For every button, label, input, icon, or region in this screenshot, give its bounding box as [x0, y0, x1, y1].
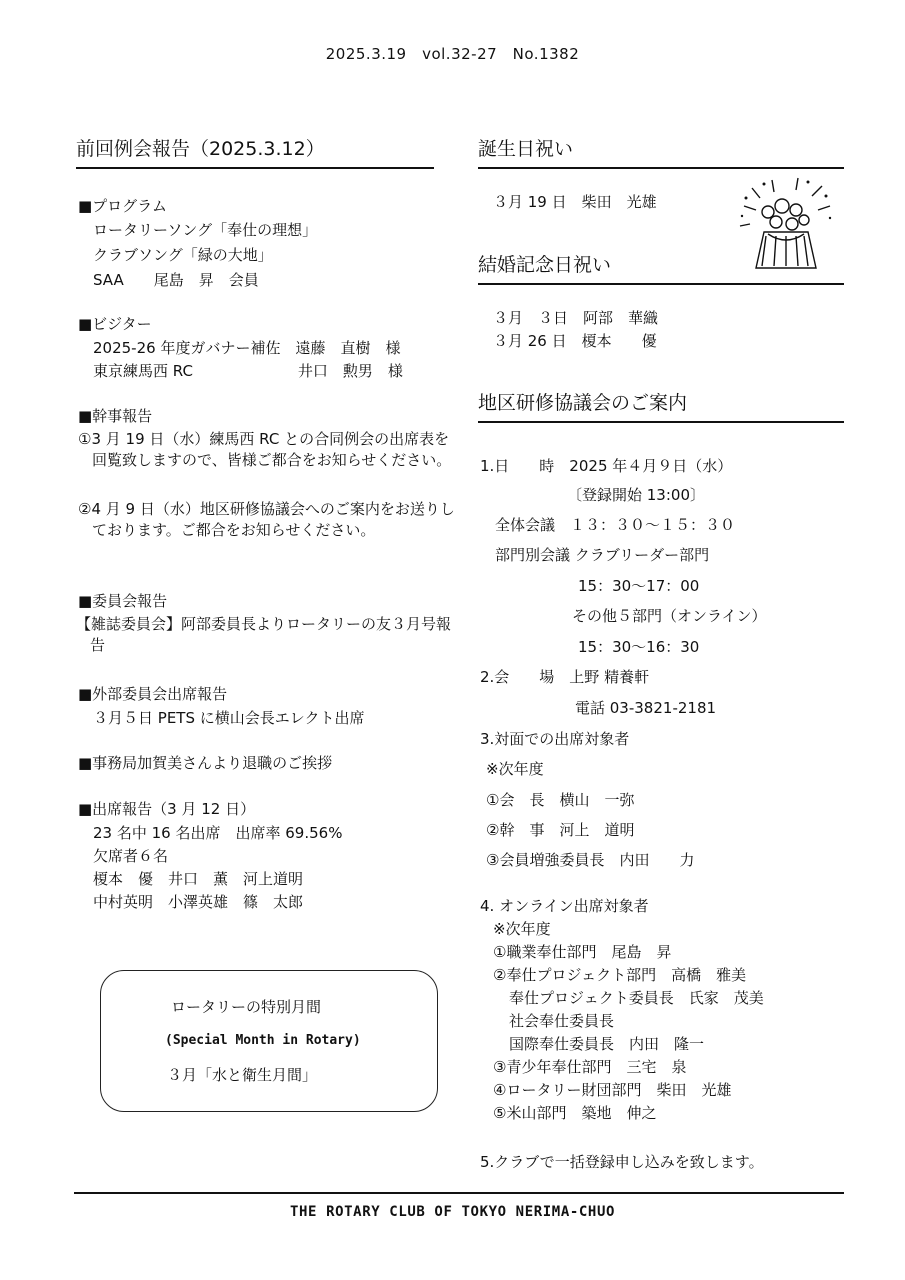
previous-meeting-title: 前回例会報告（2025.3.12） — [76, 134, 434, 169]
seminar-other-sessions: その他５部門（オンライン） — [572, 607, 767, 625]
program-line: ロータリーソング「奉仕の理想」 — [93, 221, 318, 239]
seminar-attendee: ①会 長 横山 一弥 — [486, 791, 635, 809]
secretary-heading: ■幹事報告 — [78, 407, 153, 425]
seminar-online-attendee: ⑤米山部門 築地 伸之 — [493, 1104, 657, 1122]
seminar-venue: 2.会 場 上野 精養軒 — [480, 668, 650, 686]
special-month-theme: ３月「水と衛生月間」 — [167, 1066, 318, 1084]
birthday-line: ３月 19 日 柴田 光雄 — [493, 193, 657, 211]
secretary-item: ②4 月 9 日（水）地区研修協議会へのご案内をお送りしております。ご都合をお知らせください。 — [78, 500, 455, 539]
external-line: ３月５日 PETS に横山会長エレクト出席 — [93, 709, 365, 727]
committee-heading: ■委員会報告 — [78, 592, 168, 610]
program-heading: ■プログラム — [78, 197, 168, 215]
seminar-online-attendee: ②奉仕プロジェクト部門 高橋 雅美 — [493, 966, 747, 984]
secretary-item: ①3 月 19 日（水）練馬西 RC との合同例会の出席表を回覧致しますので、皆様ご都合をお知らせください。 — [78, 430, 452, 469]
seminar-breakout-time: 15：30～17：00 — [578, 577, 700, 595]
program-line: SAA 尾島 昇 会員 — [93, 271, 259, 289]
seminar-note: ※次年度 — [493, 920, 551, 938]
special-month-box — [100, 970, 438, 1112]
seminar-attendee: ②幹 事 河上 道明 — [486, 821, 635, 839]
seminar-online-attendee: 奉仕プロジェクト委員長 氏家 茂美 — [509, 989, 764, 1007]
attendance-line: 23 名中 16 名出席 出席率 69.56% — [93, 824, 343, 842]
seminar-online-attendee: 社会奉仕委員長 — [509, 1012, 615, 1030]
seminar-registration: 〔登録開始 13:00〕 — [567, 486, 705, 504]
seminar-phone: 電話 03-3821-2181 — [575, 699, 717, 717]
seminar-plenary: 全体会議 １３：３０～１５：３０ — [495, 516, 736, 534]
wedding-title: 結婚記念日祝い — [478, 250, 844, 285]
attendance-line: 中村英明 小澤英雄 篠 太郎 — [93, 893, 304, 911]
visitor-heading: ■ビジター — [78, 315, 152, 333]
office-notice: ■事務局加賀美さんより退職のご挨拶 — [78, 754, 333, 772]
seminar-online-heading: 4. オンライン出席対象者 — [480, 897, 649, 915]
seminar-breakout: 部門別会議 クラブリーダー部門 — [495, 546, 710, 564]
committee-report: 【雑誌委員会】阿部委員長よりロータリーの友３月号報告 — [76, 615, 452, 654]
attendance-line: 欠席者６名 — [93, 847, 169, 865]
seminar-inperson-heading: 3.対面での出席対象者 — [480, 730, 630, 748]
seminar-online-attendee: 国際奉仕委員長 内田 隆一 — [509, 1035, 705, 1053]
visitor-line: 東京練馬西 RC 井口 勲男 様 — [93, 362, 403, 380]
wedding-line: ３月 ３日 阿部 華織 — [493, 309, 659, 327]
seminar-online-attendee: ①職業奉仕部門 尾島 昇 — [493, 943, 672, 961]
attendance-heading: ■出席報告（3 月 12 日） — [78, 800, 256, 818]
visitor-line: 2025-26 年度ガバナー補佐 遠藤 直樹 様 — [93, 339, 401, 357]
seminar-registration-note: 5.クラブで一括登録申し込みを致します。 — [480, 1153, 764, 1171]
seminar-other-time: 15：30～16：30 — [578, 638, 700, 656]
issue-header: 2025.3.19 vol.32-27 No.1382 — [325, 45, 580, 63]
footer-rule — [74, 1192, 844, 1194]
birthday-title: 誕生日祝い — [478, 134, 844, 169]
program-line: クラブソング「緑の大地」 — [93, 246, 273, 264]
external-heading: ■外部委員会出席報告 — [78, 685, 228, 703]
seminar-note: ※次年度 — [486, 760, 544, 778]
seminar-online-attendee: ③青少年奉仕部門 三宅 泉 — [493, 1058, 687, 1076]
seminar-date: 1.日 時 2025 年４月９日（水） — [480, 457, 733, 475]
footer-club-name: THE ROTARY CLUB OF TOKYO NERIMA-CHUO — [289, 1204, 616, 1220]
seminar-title: 地区研修協議会のご案内 — [478, 388, 844, 423]
special-month-title: ロータリーの特別月間 — [171, 998, 322, 1016]
wedding-line: ３月 26 日 榎本 優 — [493, 332, 657, 350]
seminar-online-attendee: ④ロータリー財団部門 柴田 光雄 — [493, 1081, 732, 1099]
attendance-line: 榎本 優 井口 薫 河上道明 — [93, 870, 304, 888]
seminar-attendee: ③会員増強委員長 内田 力 — [486, 851, 695, 869]
special-month-english: (Special Month in Rotary) — [165, 1033, 361, 1048]
